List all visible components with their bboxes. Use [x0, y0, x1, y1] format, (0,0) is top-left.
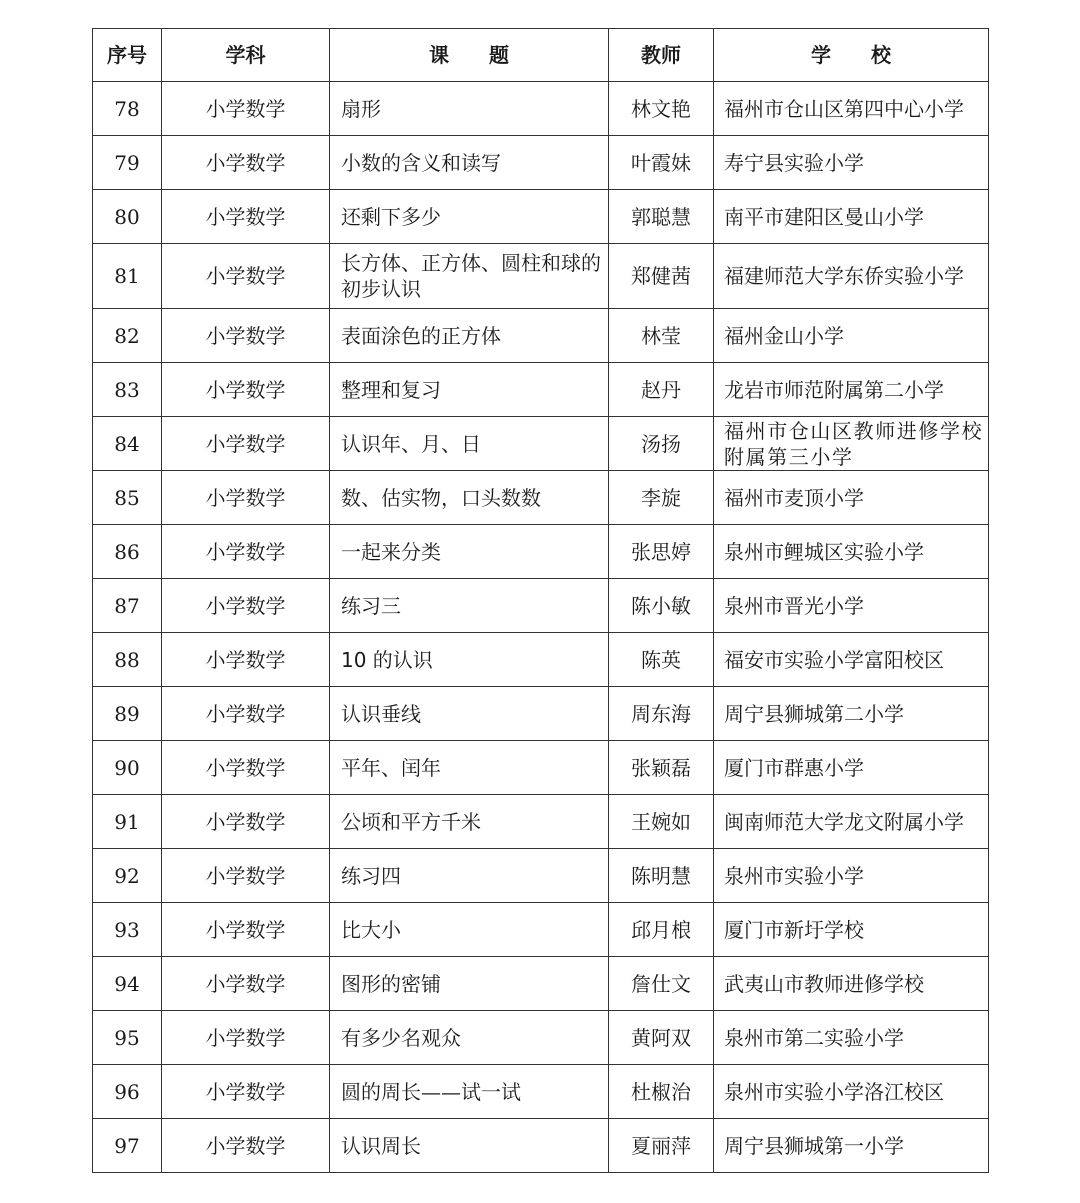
- cell-num: 83: [93, 363, 162, 417]
- cell-num: 84: [93, 417, 162, 471]
- cell-teacher: 夏丽萍: [609, 1119, 714, 1173]
- cell-teacher: 周东海: [609, 687, 714, 741]
- cell-topic: 长方体、正方体、圆柱和球的初步认识: [330, 244, 609, 309]
- cell-subject: 小学数学: [162, 309, 330, 363]
- table-row: [93, 687, 989, 741]
- table-row: [93, 1119, 989, 1173]
- cell-topic: 整理和复习: [330, 363, 609, 417]
- cell-num: 85: [93, 471, 162, 525]
- cell-subject: 小学数学: [162, 82, 330, 136]
- cell-num: 93: [93, 903, 162, 957]
- table-row: [93, 309, 989, 363]
- cell-school: 福州市仓山区第四中心小学: [714, 82, 989, 136]
- cell-teacher: 张思婷: [609, 525, 714, 579]
- table-row: [93, 190, 989, 244]
- table-row: [93, 579, 989, 633]
- cell-topic: 小数的含义和读写: [330, 136, 609, 190]
- cell-num: 81: [93, 244, 162, 309]
- cell-num: 79: [93, 136, 162, 190]
- cell-teacher: 郑健茜: [609, 244, 714, 309]
- cell-school: 泉州市鲤城区实验小学: [714, 525, 989, 579]
- cell-subject: 小学数学: [162, 633, 330, 687]
- cell-topic: 公顷和平方千米: [330, 795, 609, 849]
- cell-teacher: 林莹: [609, 309, 714, 363]
- cell-teacher: 林文艳: [609, 82, 714, 136]
- cell-subject: 小学数学: [162, 363, 330, 417]
- cell-school: 泉州市第二实验小学: [714, 1011, 989, 1065]
- cell-topic: 数、估实物，口头数数: [330, 471, 609, 525]
- cell-subject: 小学数学: [162, 849, 330, 903]
- table-row: [93, 1065, 989, 1119]
- cell-topic: 练习四: [330, 849, 609, 903]
- cell-teacher: 赵丹: [609, 363, 714, 417]
- cell-num: 94: [93, 957, 162, 1011]
- cell-num: 89: [93, 687, 162, 741]
- cell-school: 闽南师范大学龙文附属小学: [714, 795, 989, 849]
- cell-topic: 一起来分类: [330, 525, 609, 579]
- cell-topic: 认识年、月、日: [330, 417, 609, 471]
- cell-subject: 小学数学: [162, 1119, 330, 1173]
- table-row: [93, 82, 989, 136]
- header-subject: 学科: [162, 29, 330, 82]
- cell-subject: 小学数学: [162, 136, 330, 190]
- cell-topic: 平年、闰年: [330, 741, 609, 795]
- table-row: [93, 795, 989, 849]
- cell-subject: 小学数学: [162, 244, 330, 309]
- cell-teacher: 陈英: [609, 633, 714, 687]
- cell-school: 泉州市实验小学洛江校区: [714, 1065, 989, 1119]
- table-row: [93, 633, 989, 687]
- lesson-list-table: [92, 28, 989, 1173]
- table-row: [93, 525, 989, 579]
- header-num: 序号: [93, 29, 162, 82]
- cell-subject: 小学数学: [162, 471, 330, 525]
- cell-num: 97: [93, 1119, 162, 1173]
- cell-teacher: 陈明慧: [609, 849, 714, 903]
- cell-subject: 小学数学: [162, 957, 330, 1011]
- cell-topic: 练习三: [330, 579, 609, 633]
- cell-topic: 认识垂线: [330, 687, 609, 741]
- cell-school: 武夷山市教师进修学校: [714, 957, 989, 1011]
- cell-topic: 还剩下多少: [330, 190, 609, 244]
- cell-school: 厦门市新圩学校: [714, 903, 989, 957]
- cell-teacher: 陈小敏: [609, 579, 714, 633]
- cell-num: 95: [93, 1011, 162, 1065]
- table-row: [93, 849, 989, 903]
- cell-topic: 比大小: [330, 903, 609, 957]
- table-body: [93, 82, 989, 1173]
- cell-subject: 小学数学: [162, 903, 330, 957]
- cell-teacher: 李旋: [609, 471, 714, 525]
- cell-teacher: 杜椒治: [609, 1065, 714, 1119]
- cell-subject: 小学数学: [162, 190, 330, 244]
- cell-subject: 小学数学: [162, 687, 330, 741]
- cell-subject: 小学数学: [162, 1065, 330, 1119]
- cell-num: 92: [93, 849, 162, 903]
- cell-teacher: 王婉如: [609, 795, 714, 849]
- table-row: [93, 741, 989, 795]
- table-row: [93, 903, 989, 957]
- cell-topic: 有多少名观众: [330, 1011, 609, 1065]
- cell-subject: 小学数学: [162, 525, 330, 579]
- table-row: [93, 244, 989, 309]
- table-row: [93, 1011, 989, 1065]
- cell-school: 福州金山小学: [714, 309, 989, 363]
- cell-num: 82: [93, 309, 162, 363]
- cell-num: 91: [93, 795, 162, 849]
- cell-subject: 小学数学: [162, 417, 330, 471]
- table-row: [93, 957, 989, 1011]
- table-row: [93, 136, 989, 190]
- cell-school: 泉州市实验小学: [714, 849, 989, 903]
- cell-school: 周宁县狮城第二小学: [714, 687, 989, 741]
- cell-school: 福安市实验小学富阳校区: [714, 633, 989, 687]
- cell-school: 周宁县狮城第一小学: [714, 1119, 989, 1173]
- cell-num: 86: [93, 525, 162, 579]
- cell-topic: 图形的密铺: [330, 957, 609, 1011]
- cell-school: 福州市麦顶小学: [714, 471, 989, 525]
- table-header: [93, 29, 989, 82]
- table-row: [93, 471, 989, 525]
- cell-num: 90: [93, 741, 162, 795]
- cell-teacher: 张颖磊: [609, 741, 714, 795]
- cell-school: 南平市建阳区曼山小学: [714, 190, 989, 244]
- cell-school: 厦门市群惠小学: [714, 741, 989, 795]
- cell-topic: 认识周长: [330, 1119, 609, 1173]
- cell-teacher: 詹仕文: [609, 957, 714, 1011]
- cell-subject: 小学数学: [162, 1011, 330, 1065]
- cell-topic: 10 的认识: [330, 633, 609, 687]
- cell-teacher: 汤扬: [609, 417, 714, 471]
- cell-subject: 小学数学: [162, 579, 330, 633]
- table-row: [93, 417, 989, 471]
- cell-num: 78: [93, 82, 162, 136]
- cell-num: 88: [93, 633, 162, 687]
- cell-num: 80: [93, 190, 162, 244]
- header-row: [93, 29, 989, 82]
- cell-teacher: 郭聪慧: [609, 190, 714, 244]
- cell-school: 泉州市晋光小学: [714, 579, 989, 633]
- cell-num: 87: [93, 579, 162, 633]
- header-topic: 课 题: [330, 29, 609, 82]
- cell-teacher: 黄阿双: [609, 1011, 714, 1065]
- cell-topic: 扇形: [330, 82, 609, 136]
- cell-school: 寿宁县实验小学: [714, 136, 989, 190]
- cell-topic: 表面涂色的正方体: [330, 309, 609, 363]
- cell-teacher: 叶霞妹: [609, 136, 714, 190]
- cell-subject: 小学数学: [162, 795, 330, 849]
- header-school: 学 校: [714, 29, 989, 82]
- cell-subject: 小学数学: [162, 741, 330, 795]
- cell-school: 龙岩市师范附属第二小学: [714, 363, 989, 417]
- cell-teacher: 邱月桹: [609, 903, 714, 957]
- cell-num: 96: [93, 1065, 162, 1119]
- cell-topic: 圆的周长——试一试: [330, 1065, 609, 1119]
- cell-school: 福建师范大学东侨实验小学: [714, 244, 989, 309]
- header-teacher: 教师: [609, 29, 714, 82]
- table-row: [93, 363, 989, 417]
- cell-school: 福州市仓山区教师进修学校附属第三小学: [714, 417, 989, 471]
